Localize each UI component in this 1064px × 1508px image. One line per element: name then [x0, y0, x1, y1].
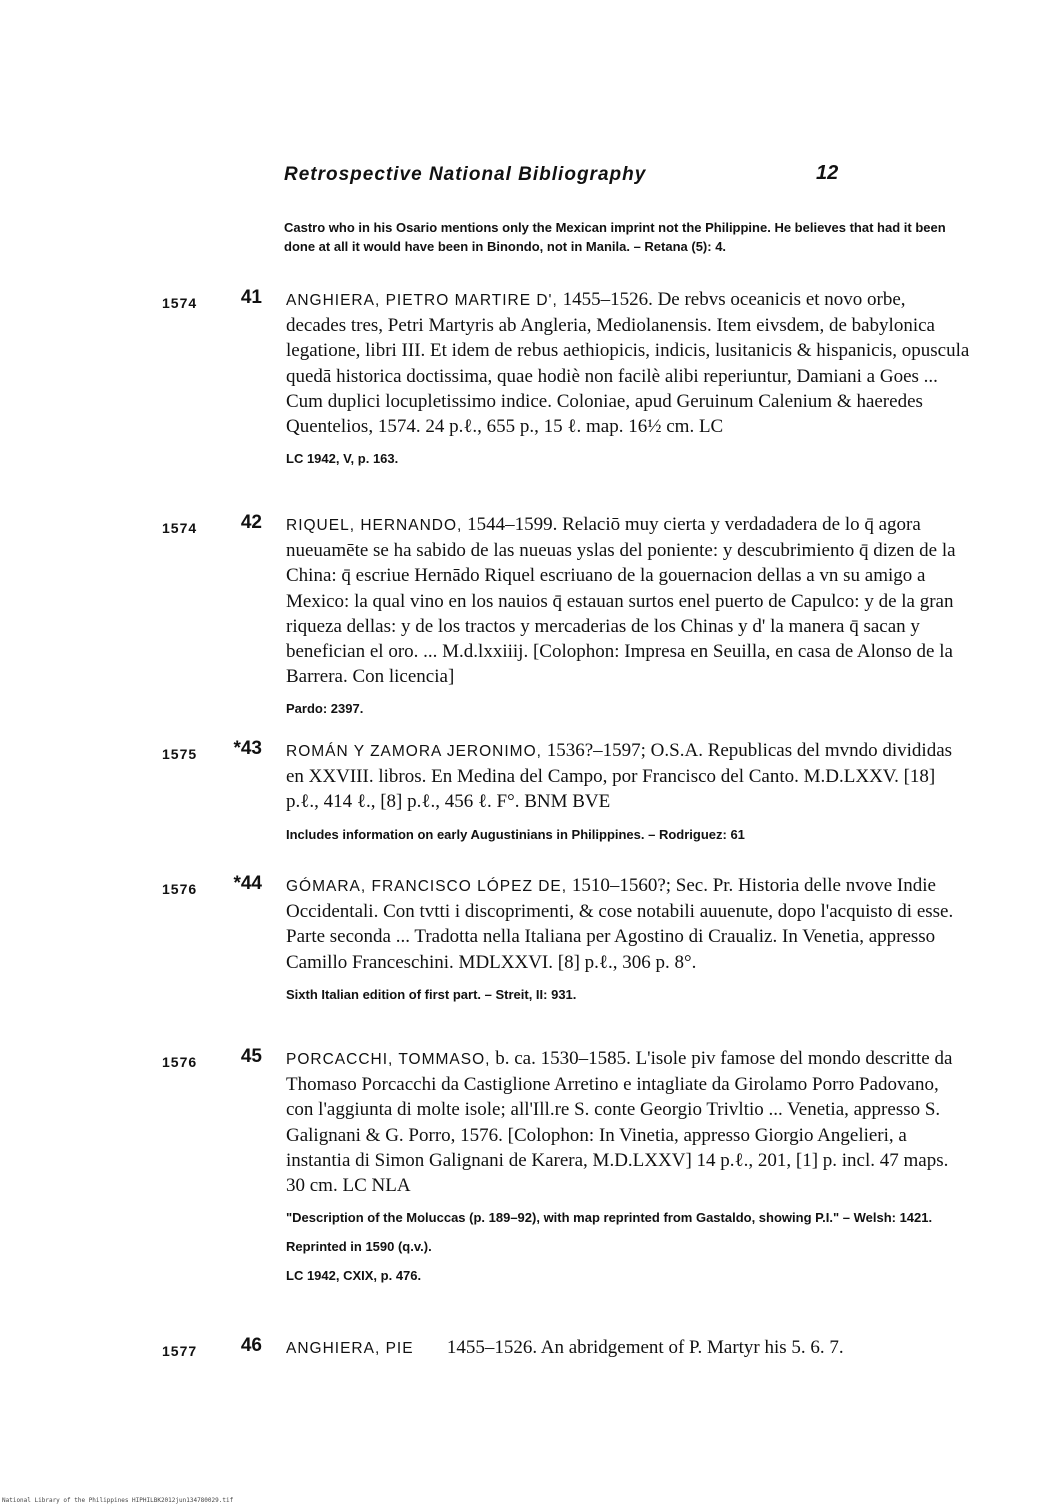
entry-body	[286, 512, 970, 728]
entry-text: 1536?–1597; O.S.A. Republicas del mvndo divididas en XXVIII. libros. En Medina del Campo, por Francisco del Canto. M.D.LXXV. [18] p.ℓ., 414 ℓ., [8] p.ℓ., 456 ℓ. F°. BNM BVE	[286, 740, 953, 813]
entry-year: 1576	[162, 881, 198, 897]
entry-text: 1455–1526. An abridgement of P. Martyr his 5. 6. 7.	[446, 1337, 844, 1358]
entry-heading: RIQUEL, HERNANDO,	[286, 517, 463, 534]
entry-notes	[286, 825, 970, 844]
entry-body	[286, 738, 970, 854]
entry-note: "Description of the Moluccas (p. 189–92), with map reprinted from Gastaldo, showing P.I." – Welsh: 1421.	[286, 1210, 933, 1226]
entry-year: 1576	[162, 1054, 198, 1070]
entry-heading: PORCACCHI, TOMMASO,	[286, 1051, 491, 1068]
entry-number: 45	[240, 1046, 262, 1067]
entry-text: 1544–1599. Relaciō muy cierta y verdadadera de lo q̄ agora nueuamēte se ha sabido de las nueuas yslas del poniente: y descubrimiento q̄ dizen de la China: q̄ escriue Hernādo Riquel escriuano de la gouernacion dellas a vn su amigo a Mexico: la qual vino en los nauios q̄ estauan surtos enel puerto de Capulco: y de la gran riqueza dellas: y de los tractos y mercaderias de los Chinas y d' la manera q̄ sacan y benefician el oro. ... M.d.lxxiiij. [Colophon: Impresa en Seuilla, en casa de Alonso de la Barrera. Con licencia]	[286, 514, 956, 688]
entry-text: b. ca. 1530–1585. L'isole piv famose del mondo descritte da Thomaso Porcacchi da Castiglione Arretino e intagliate da Girolamo Porro Padovano, con l'aggiunta di molte isole; all'Ill.re S. conte Georgio Trivltio ... Venetia, appresso S. Galignani & G. Porro, 1576. [Colophon: In Vinetia, appresso Giorgio Angelieri, a instantia di Simon Galignani de Karera, M.D.LXXV] 14 p.ℓ., 201, [1] p. incl. 47 maps. 30 cm. LC NLA	[286, 1048, 953, 1197]
entry-note: Reprinted in 1590 (q.v.).	[286, 1239, 432, 1255]
entry-text: 1510–1560?; Sec. Pr. Historia delle nvove Indie Occidentali. Con tvtti i discoprimenti, & cose notabili auuenute, dopo l'acquisto di esse. Parte seconda ... Tradotta nella Italiana per Agostino di Craualiz. In Venetia, appresso Camillo Franceschini. MDLXXVI. [8] p.ℓ., 306 p. 8°.	[286, 875, 954, 973]
entry-notes	[286, 449, 970, 468]
entry-notes	[286, 699, 970, 718]
entry-year: 1574	[162, 520, 198, 536]
entry-year: 1577	[162, 1343, 198, 1359]
continued-note: Castro who in his Osario mentions only the Mexican imprint not the Philippine. He believes that had it been done at all it would have been in Binondo, not in Manila. – Retana (5): 4.	[284, 220, 946, 254]
entry-notes	[286, 985, 970, 1004]
entry-body	[286, 1046, 970, 1295]
entry-number: *44	[233, 873, 262, 894]
entry-year: 1575	[162, 746, 198, 762]
entry-note: Pardo: 2397.	[286, 701, 364, 717]
entry-heading: ROMÁN Y ZAMORA JERONIMO,	[286, 743, 542, 760]
entry-body	[286, 1335, 970, 1361]
entry-number: 42	[240, 512, 262, 533]
entry-number: 41	[240, 287, 262, 308]
entry-number: 46	[240, 1335, 262, 1356]
entry-note: Sixth Italian edition of first part. – Streit, II: 931.	[286, 986, 577, 1002]
entry-note: LC 1942, V, p. 163.	[286, 451, 399, 467]
running-head: Retrospective National Bibliography	[284, 164, 647, 185]
entry-body	[286, 873, 970, 1014]
scan-footer: National Library of the Philippines HIPHILBK2012jun134780029.tif	[2, 1497, 234, 1504]
entry-heading: ANGHIERA, PIETRO MARTIRE D',	[286, 292, 558, 309]
entry-heading: ANGHIERA, PIE	[286, 1340, 414, 1357]
entry-notes	[286, 1208, 970, 1285]
entry-text: 1455–1526. De rebvs oceanicis et novo orbe, decades tres, Petri Martyris ab Angleria, Mediolanensis. Item eivsdem, de babylonica legatione, libri III. Et idem de rebus aethiopicis, indicis, lusitanicis & hispanicis, opuscula quedā historica doctissima, quae hodiè non facilè alibi reperiuntur, Damiani a Goes ... Cum duplici locupletissimo indice. Coloniae, apud Geruinum Calenium & haeredes Quentelios, 1574. 24 p.ℓ., 655 p., 15 ℓ. map. 16½ cm. LC	[286, 289, 970, 438]
entry-heading: GÓMARA, FRANCISCO LÓPEZ DE,	[286, 878, 568, 895]
entry-number: *43	[233, 738, 262, 759]
page-number: 12	[816, 162, 839, 184]
entry-note: Includes information on early Augustinians in Philippines. – Rodriguez: 61	[286, 826, 745, 842]
entry-note: LC 1942, CXIX, p. 476.	[286, 1268, 422, 1284]
entry-year: 1574	[162, 295, 198, 311]
entry-body	[286, 287, 970, 478]
